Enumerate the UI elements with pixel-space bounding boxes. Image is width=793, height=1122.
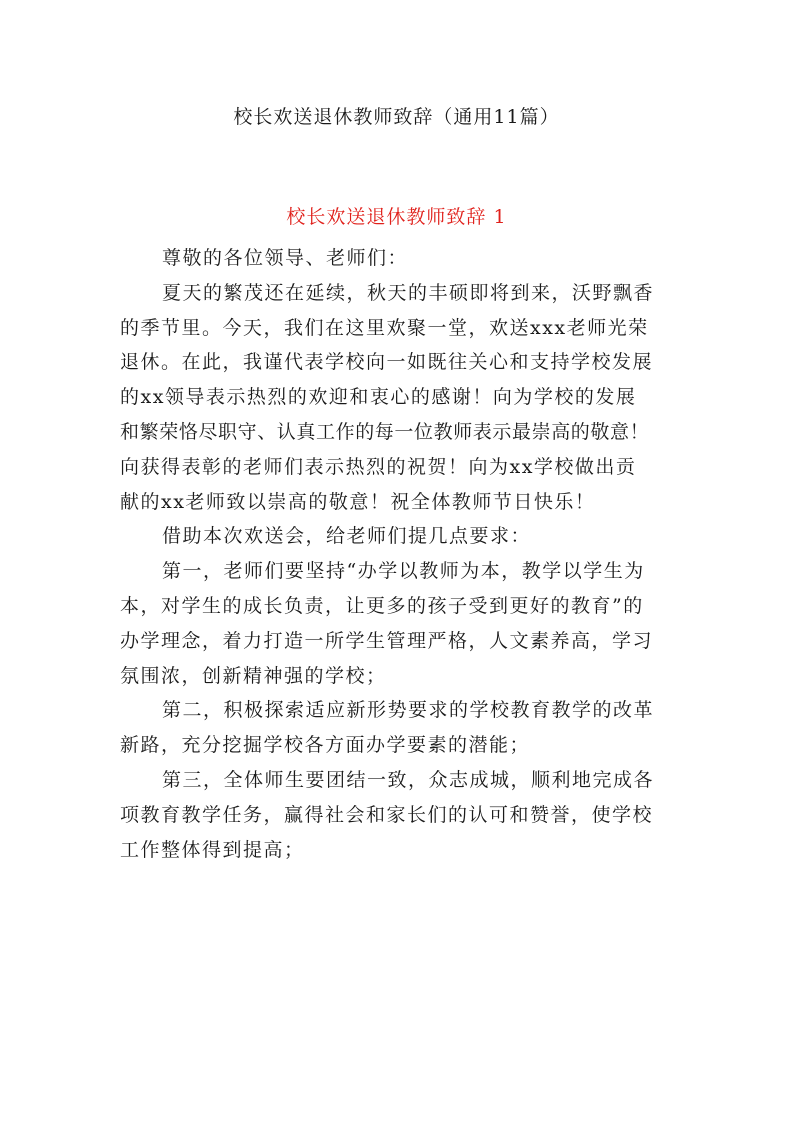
paragraph-line: 工作整体得到提高；: [120, 838, 305, 861]
document-title: 校长欢送退休教师致辞（通用11篇）: [233, 106, 560, 128]
paragraph-line: 献的xx老师致以崇高的敬意！祝全体教师节日快乐！: [120, 490, 596, 513]
paragraph-line: 第一，老师们要坚持“办学以教师为本，教学以学生为: [162, 560, 645, 583]
paragraph-line: 尊敬的各位领导、老师们：: [162, 247, 409, 269]
paragraph-line: 和繁荣恪尽职守、认真工作的每一位教师表示最崇高的敬意！: [120, 420, 650, 443]
paragraph-line: 退休。在此，我谨代表学校向一如既往关心和支持学校发展: [120, 351, 654, 374]
paragraph-line: 夏天的繁茂还在延续，秋天的丰硕即将到来，沃野飘香: [162, 281, 655, 304]
paragraph-line: 第三，全体师生要团结一致，众志成城，顺利地完成各: [162, 768, 655, 791]
paragraph-line: 本，对学生的成长负责，让更多的孩子受到更好的教育”的: [120, 594, 644, 617]
paragraph-line: 的季节里。今天，我们在这里欢聚一堂，欢送xxx老师光荣: [120, 316, 649, 339]
paragraph-line: 借助本次欢送会，给老师们提几点要求：: [162, 525, 532, 548]
paragraph-line: 向获得表彰的老师们表示热烈的祝贺！向为xx学校做出贡: [120, 455, 637, 478]
paragraph-line: 的xx领导表示热烈的欢迎和衷心的感谢！向为学校的发展: [120, 386, 637, 409]
paragraph-line: 办学理念，着力打造一所学生管理严格，人文素养高，学习: [120, 629, 654, 652]
paragraph-line: 第二，积极探索适应新形势要求的学校教育教学的改革: [162, 699, 655, 722]
paragraph-line: 新路，充分挖掘学校各方面办学要素的潜能；: [120, 734, 531, 757]
document-body: [120, 241, 678, 867]
paragraph-line: 氛围浓，创新精神强的学校；: [120, 664, 387, 687]
section-title: 校长欢送退休教师致辞 1: [286, 206, 507, 228]
paragraph-line: 项教育教学任务，赢得社会和家长们的认可和赞誉，使学校: [120, 803, 654, 826]
